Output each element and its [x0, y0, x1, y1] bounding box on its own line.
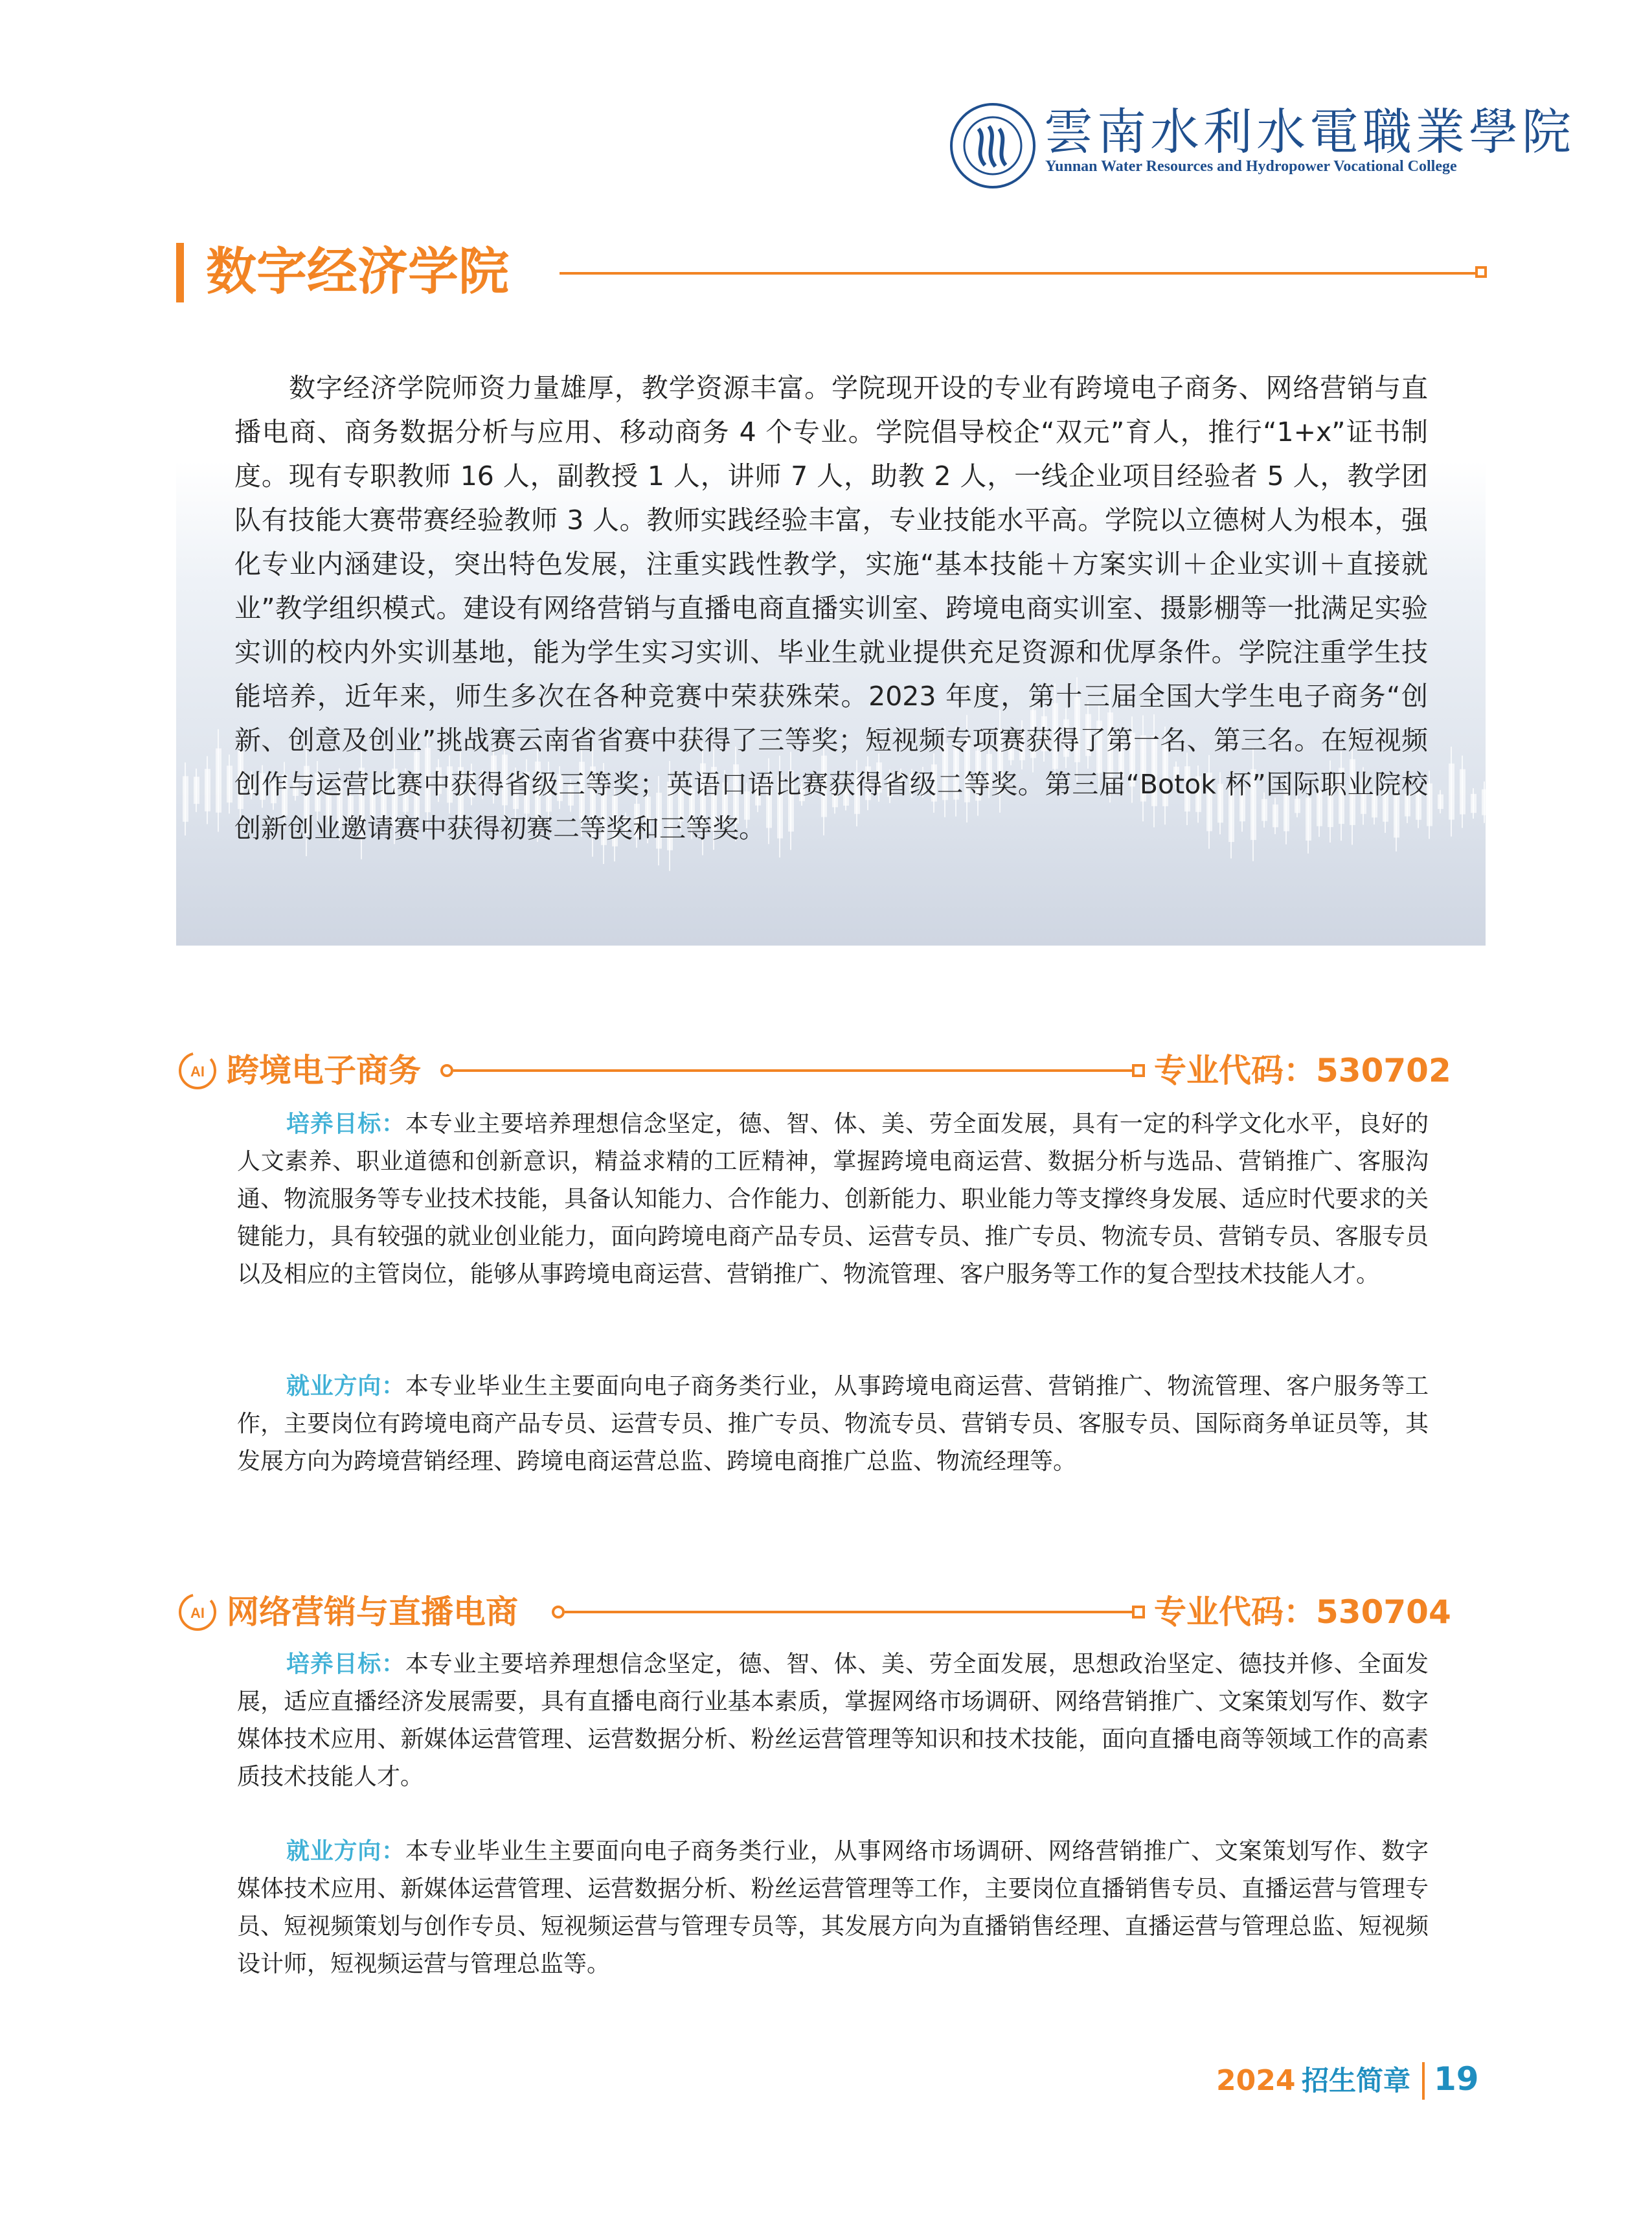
career-label: 就业方向： [286, 1838, 405, 1865]
section-rule [453, 1069, 1133, 1072]
section-career-paragraph [237, 1368, 1429, 1481]
bg-candle-body [1460, 769, 1465, 815]
intro-paragraph: 数字经济学院师资力量雄厚，教学资源丰富。学院现开设的专业有跨境电子商务、网络营销与直播电商、商务数据分析与应用、移动商务 4 个专业。学院倡导校企“双元”育人，推行“1+x”证书制度。现有专职教师 16 人，副教授 1 人，讲师 7 人，助教 2 人，一线企业项目经验者 5 人，教学团队有技能大赛带赛经验教师 3 人。教师实践经验丰富，专业技能水平高。学院以立德树人为根本，强化专业内涵建设，突出特色发展，注重实践性教学，实施“基本技能＋方案实训＋企业实训＋直接就业”教学组织模式。建设有网络营销与直播电商直播实训室、跨境电商实训室、摄影棚等一批满足实验实训的校内外实训基地，能为学生实习实训、毕业生就业提供充足资源和优厚条件。学院注重学生技能培养，近年来，师生多次在各种竞赛中荣获殊荣。2023 年度，第十三届全国大学生电子商务“创新、创意及创业”挑战赛云南省省赛中获得了三等奖；短视频专项赛获得了第一名、第三名。在短视频创作与运营比赛中获得省级三等奖；英语口语比赛获得省级二等奖。第三届“Botok 杯”国际职业院校创新创业邀请赛中获得初赛二等奖和三等奖。 [234, 372, 1428, 844]
title-accent-bar [176, 243, 184, 302]
bg-candle-body [1482, 789, 1486, 815]
section-goal-paragraph [237, 1646, 1429, 1796]
section-code: 专业代码：530704 [1154, 1593, 1451, 1631]
section-icon [176, 1049, 219, 1095]
bg-candle-body [227, 766, 232, 802]
page-number: 19 [1434, 2060, 1479, 2098]
career-text: 本专业毕业生主要面向电子商务类行业，从事网络市场调研、网络营销推广、文案策划写作、数字媒体技术应用、新媒体运营管理、运营数据分析、粉丝运营管理等工作，主要岗位直播销售专员、直播运营与管理专员、短视频策划与创作专员、短视频运营与管理专员等，其发展方向为直播销售经理、直播运营与管理总监、短视频设计师，短视频运营与管理总监等。 [237, 1838, 1429, 1977]
bg-candle-body [205, 769, 210, 812]
page-title: 数字经济学院 [206, 243, 510, 301]
section-code: 专业代码：530702 [1154, 1052, 1451, 1089]
bg-candle-body [1438, 795, 1443, 809]
section-title: 跨境电子商务 [227, 1052, 421, 1089]
goal-label: 培养目标： [286, 1651, 405, 1677]
career-label: 就业方向： [286, 1373, 405, 1400]
college-logo [947, 100, 1038, 191]
college-name-cn: 雲南水利水電職業學院 [1044, 103, 1575, 161]
bg-candle-body [216, 749, 221, 813]
title-rule-end-square [1475, 266, 1487, 278]
goal-text: 本专业主要培养理想信念坚定，德、智、体、美、劳全面发展，具有一定的科学文化水平，良好的人文素养、职业道德和创新意识，精益求精的工匠精神，掌握跨境电商运营、数据分析与选品、营销推广、客服沟通、物流服务等专业技术技能，具备认知能力、合作能力、创新能力、职业能力等支撑终身发展、适应时代要求的关键能力，具有较强的就业创业能力，面向跨境电商产品专员、运营专员、推广专员、物流专员、营销专员、客服专员以及相应的主管岗位，能够从事跨境电商运营、营销推广、物流管理、客户服务等工作的复合型技术技能人才。 [237, 1111, 1429, 1288]
bg-candle-body [1471, 794, 1477, 813]
section-title: 网络营销与直播电商 [227, 1593, 518, 1631]
section-rule [565, 1611, 1133, 1613]
footer-label: 招生简章 [1302, 2065, 1411, 2096]
career-text: 本专业毕业生主要面向电子商务类行业，从事跨境电商运营、营销推广、物流管理、客户服务等工作，主要岗位有跨境电商产品专员、运营专员、推广专员、物流专员、营销专员、客服专员、国际商务单证员等，其发展方向为跨境营销经理、跨境电商运营总监、跨境电商推广总监、物流经理等。 [237, 1373, 1429, 1475]
footer-separator [1422, 2062, 1425, 2100]
svg-text:AI: AI [190, 1605, 205, 1621]
section-rule-start [440, 1064, 453, 1077]
svg-text:AI: AI [190, 1063, 205, 1080]
goal-text: 本专业主要培养理想信念坚定，德、智、体、美、劳全面发展，思想政治坚定、德技并修、全面发展，适应直播经济发展需要，具有直播电商行业基本素质，掌握网络市场调研、网络营销推广、文案策划写作、数字媒体技术应用、新媒体运营管理、运营数据分析、粉丝运营管理等知识和技术技能，面向直播电商等领域工作的高素质技术技能人才。 [237, 1651, 1429, 1790]
section-career-paragraph [237, 1833, 1429, 1983]
goal-label: 培养目标： [286, 1111, 405, 1137]
bg-candle-body [1449, 764, 1454, 820]
section-rule-start [552, 1606, 565, 1618]
section-rule-end [1132, 1064, 1145, 1077]
section-goal-paragraph [237, 1106, 1429, 1293]
bg-candle-body [194, 777, 199, 804]
title-rule [560, 272, 1480, 275]
section-rule-end [1132, 1606, 1145, 1618]
footer-year: 2024 [1216, 2064, 1296, 2097]
college-name-en: Yunnan Water Resources and Hydropower Vocational College [1045, 158, 1457, 175]
section-icon [176, 1591, 219, 1636]
bg-candle-body [183, 776, 188, 821]
